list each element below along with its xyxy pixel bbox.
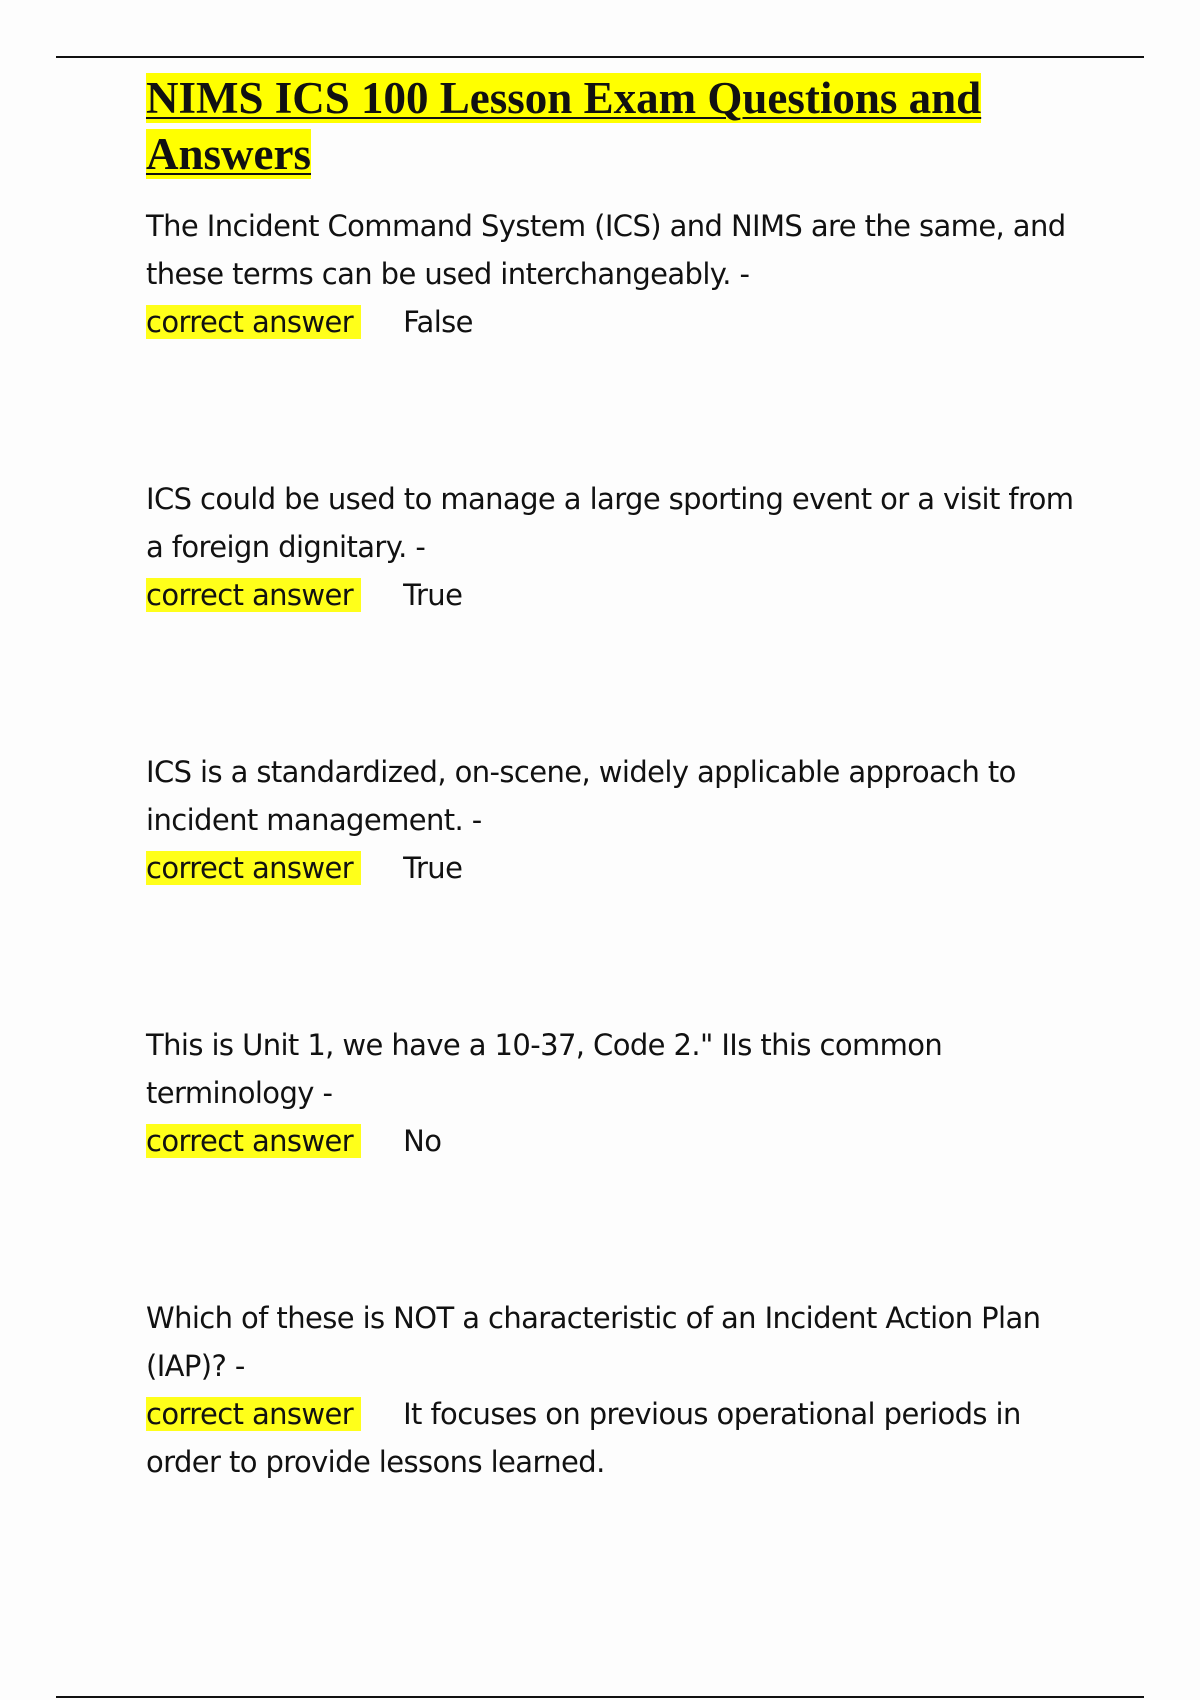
correct-answer-label: correct answer [146,851,361,885]
answer-text: True [403,578,463,612]
correct-answer-label: correct answer [146,578,361,612]
answer-text: True [403,851,463,885]
answer-line [146,844,1086,892]
qa-item [146,475,1086,619]
question-text: ICS is a standardized, on-scene, widely applicable approach to incident management. - [146,755,1016,837]
answer-text: It focuses on previous operational periods in order to provide lessons learned. [146,1397,1021,1479]
qa-item [146,1021,1086,1165]
answer-line [146,571,1086,619]
question-text: Which of these is NOT a characteristic of an Incident Action Plan (IAP)? - [146,1301,1041,1383]
answer-line [146,1390,1086,1486]
document-body [146,70,1086,1486]
top-rule [56,56,1144,58]
correct-answer-label: correct answer [146,305,361,339]
correct-answer-label: correct answer [146,1397,361,1431]
answer-line [146,1117,1086,1165]
qa-item [146,748,1086,892]
document-title-text: NIMS ICS 100 Lesson Exam Questions and Answers [146,73,982,179]
qa-item [146,1294,1086,1486]
question-text: The Incident Command System (ICS) and NIMS are the same, and these terms can be used interchangeably. - [146,209,1066,291]
answer-text: False [403,305,473,339]
question-text: ICS could be used to manage a large sporting event or a visit from a foreign dignitary. - [146,482,1074,564]
document-title [146,70,1086,182]
question-text: This is Unit 1, we have a 10-37, Code 2." IIs this common terminology - [146,1028,943,1110]
bottom-rule [56,1696,1144,1698]
answer-line [146,298,1086,346]
qa-item [146,202,1086,346]
answer-text: No [403,1124,442,1158]
correct-answer-label: correct answer [146,1124,361,1158]
